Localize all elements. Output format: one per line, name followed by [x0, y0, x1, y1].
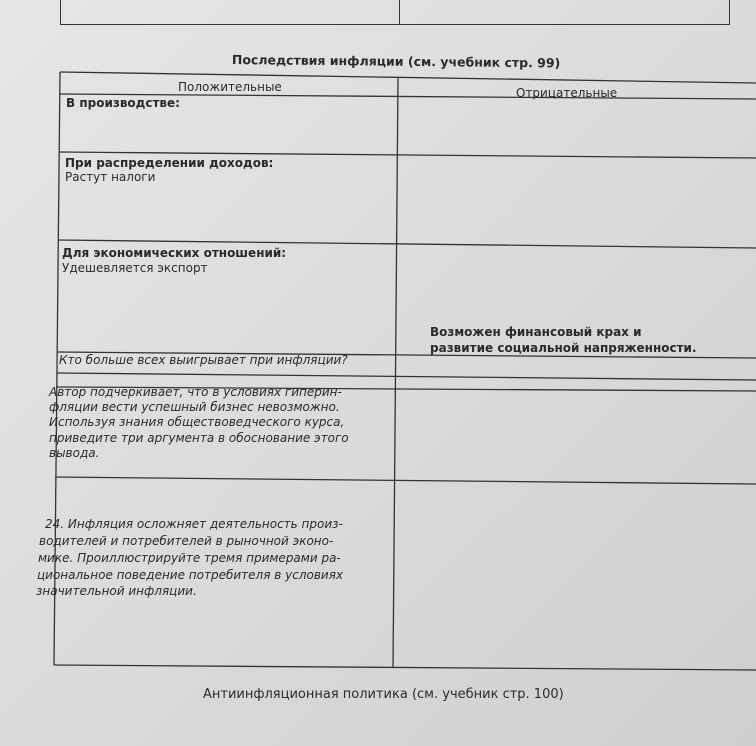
row-text-income: Растут налоги: [65, 170, 156, 184]
author-task-line4: приведите три аргумента в обоснование этого: [49, 431, 349, 445]
author-task-line5: вывода.: [49, 446, 100, 460]
table-top-border: [60, 72, 756, 83]
column-divider: [393, 78, 398, 668]
task24-line5: значительной инфляции.: [36, 584, 197, 598]
author-task-line2: фляции вести успешный бизнес невозможно.: [49, 400, 340, 414]
row-text-economic: Удешевляется экспорт: [62, 261, 208, 275]
task24-line1: 24. Инфляция осложняет деятельность произ-: [45, 517, 343, 531]
row-line-author: [55, 477, 756, 484]
column-header-positive: Положительные: [178, 80, 282, 94]
footer-section-title: Антиинфляционная политика (см. учебник стр. 100): [203, 687, 564, 702]
negative-text-line1: Возможен финансовый крах и: [430, 325, 642, 339]
page-title: Последствия инфляции (см. учебник стр. 99): [231, 52, 561, 71]
row-heading-income: При распределении доходов:: [65, 156, 274, 170]
author-task-line1: Автор подчеркивает, что в условиях гиперин-: [49, 385, 342, 399]
table-bottom-border: [54, 665, 756, 670]
question-who-wins: Кто больше всех выигрывает при инфляции?: [59, 353, 348, 367]
task24-line2: водителей и потребителей в рыночной эконо-: [39, 534, 334, 548]
row-heading-economic: Для экономических отношений:: [62, 246, 287, 260]
column-header-negative: Отрицательные: [516, 86, 618, 100]
author-task-line3: Используя знания обществоведческого курса,: [49, 415, 345, 429]
row-heading-production: В производстве:: [66, 96, 180, 110]
negative-text-line2: развитие социальной напряженности.: [430, 341, 697, 355]
task24-line4: циональное поведение потребителя в условиях: [37, 568, 344, 582]
row-line-who-wins: [57, 373, 756, 380]
task24-line3: мике. Проиллюстрируйте тремя примерами ра-: [38, 551, 341, 565]
